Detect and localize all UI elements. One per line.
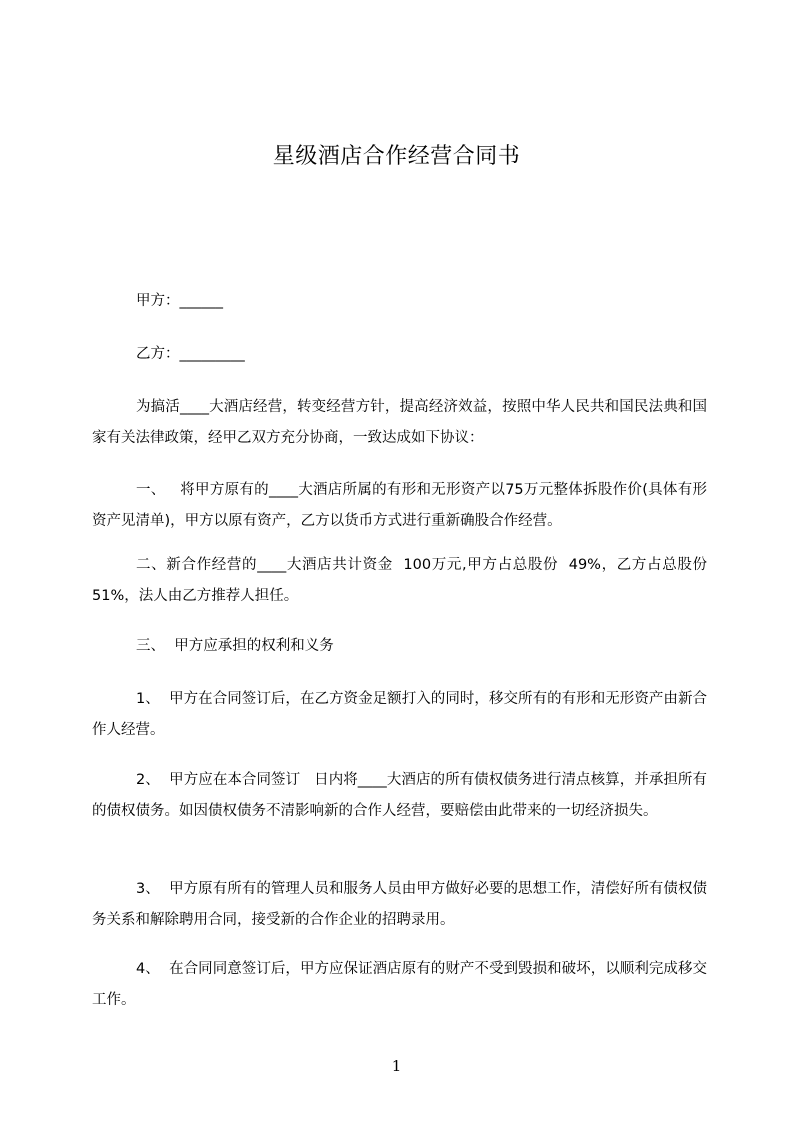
item-1: 1、 甲方在合同签订后，在乙方资金足额打入的同时，移交所有的有形和无形资产由新合作人经营。 xyxy=(92,691,707,738)
clause-3-heading: 三、 甲方应承担的权利和义务 xyxy=(136,638,334,654)
page-number: 1 xyxy=(391,1057,402,1075)
document-title: 星级酒店合作经营合同书 xyxy=(272,144,521,169)
party-b-line: 乙方：_________ xyxy=(136,346,245,362)
clause-2: 二、新合作经营的____大酒店共计资金 100万元,甲方占总股份 49%，乙方占总股份51%，法人由乙方推荐人担任。 xyxy=(92,557,707,604)
clause-1: 一、 将甲方原有的____大酒店所属的有形和无形资产以75万元整体拆股作价(具体有形资产见清单)，甲方以原有资产，乙方以货币方式进行重新确股合作经营。 xyxy=(92,482,707,529)
item-2: 2、 甲方应在本合同签订 日内将____大酒店的所有债权债务进行清点核算，并承担所有的债权债务。如因债权债务不清影响新的合作人经营，要赔偿由此带来的一切经济损失。 xyxy=(92,772,707,819)
party-a-line: 甲方：______ xyxy=(136,293,223,309)
item-4: 4、 在合同同意签订后，甲方应保证酒店原有的财产不受到毁损和破坏，以顺利完成移交工作。 xyxy=(92,961,707,1008)
item-3: 3、 甲方原有所有的管理人员和服务人员由甲方做好必要的思想工作，清偿好所有债权债务关系和解除聘用合同，接受新的合作企业的招聘录用。 xyxy=(92,881,707,928)
intro-paragraph: 为搞活____大酒店经营，转变经营方针，提高经济效益，按照中华人民共和国民法典和国家有关法律政策，经甲乙双方充分协商，一致达成如下协议： xyxy=(92,399,707,446)
